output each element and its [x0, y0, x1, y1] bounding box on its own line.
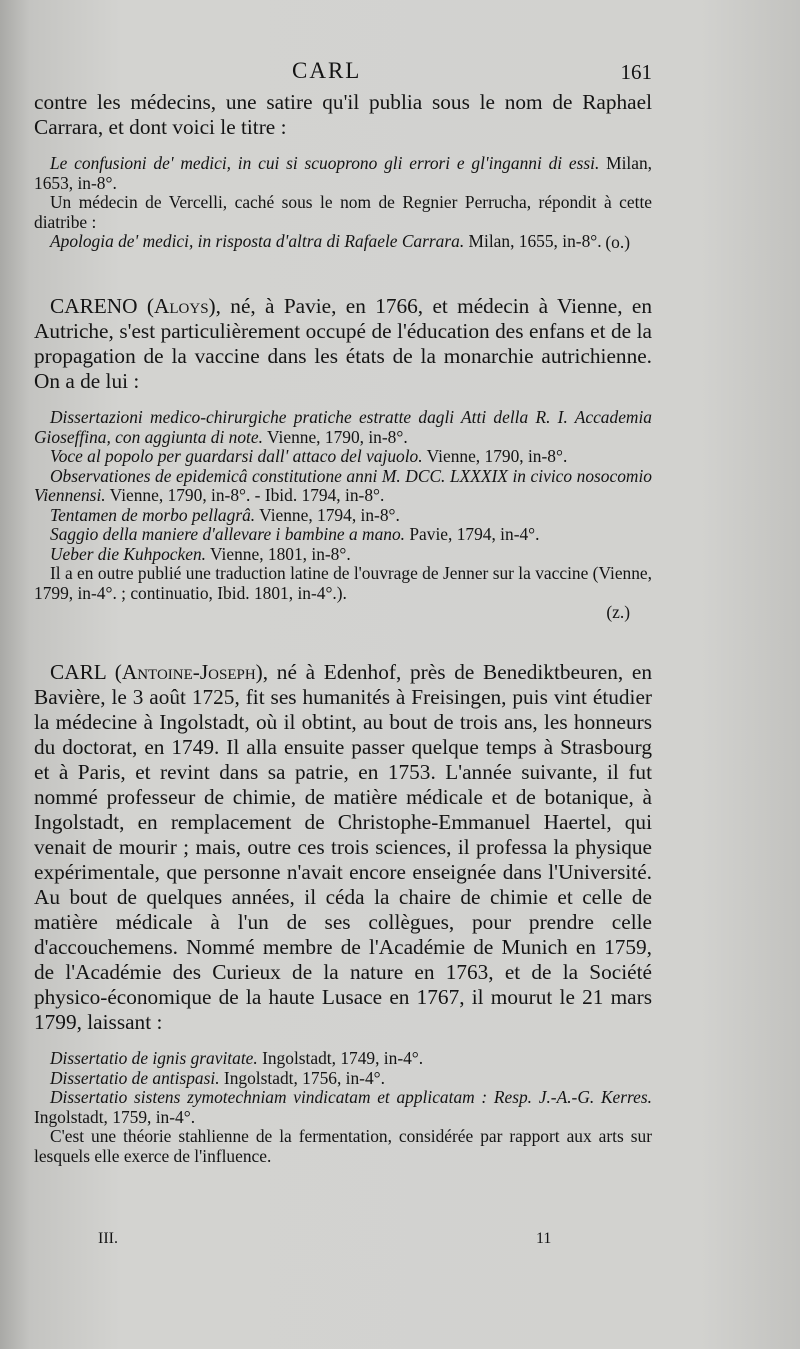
carrara-section [34, 90, 652, 252]
author-signature: (o.) [605, 231, 630, 252]
careno-extra: Il a en outre publié une traduction latine de l'ouvrage de Jenner sur la vaccine (Vienne, 1799, in-4°. ; continuatio, Ibid. 1801, in-4°.). [34, 563, 652, 603]
bibliography-entry: Dissertatio de ignis gravitate. Ingolstadt, 1749, in-4°. [50, 1048, 424, 1068]
bibliography-entry: Apologia de' medici, in risposta d'altra di Rafaele Carrara. Milan, 1655, in-8°. [50, 231, 602, 251]
carl-text: CARL (Antoine-Joseph), né à Edenhof, près de Benediktbeuren, en Bavière, le 3 août 1725, fit ses humanités à Freisingen, puis vint étudier la médecine à Ingolstadt, où il obtint, au bout de trois ans, les honneurs du doctorat, en 1749. Il alla ensuite passer quelque temps à Strasbourg et à Paris, et revint dans sa patrie, en 1753. L'année suivante, il fut nommé professeur de chimie, de matière médicale et de botanique, à Ingolstadt, en remplacement de Christophe-Emmanuel Haertel, qui venait de mourir ; mais, outre ces trois sciences, il professa la physique expérimentale, que personne n'avait encore enseignée dans l'Université. Au bout de quelques années, il céda la chaire de chimie et celle de matière médicale à l'un de ses collègues, pour prendre celle d'accouchemens. Nommé membre de l'Académie de Munich en 1759, de l'Académie des Curieux de la nature en 1763, et de la Société physico-économique de la haute Lusace en 1767, il mourut le 21 mars 1799, laissant : [34, 660, 652, 1034]
page-footer [34, 1226, 652, 1250]
bibliography-entry: Observationes de epidemicâ constitutione anni M. DCC. LXXXIX in civico nosocomio Viennensi. Vienne, 1790, in-8°. - Ibid. 1794, in-8°. [34, 465, 652, 505]
careno-text: CARENO (Aloys), né, à Pavie, en 1766, et médecin à Vienne, en Autriche, s'est particulièrement occupé de l'éducation des enfans et de la propagation de la vaccine dans les états de la monarchie autrichienne. On a de lui : [34, 294, 652, 393]
bibliography-entry: Dissertazioni medico-chirurgiche pratiche estratte dagli Atti della R. I. Accademia Gioseffina, con aggiunta di note. Vienne, 1790, in-8°. [34, 407, 652, 447]
volume-number: III. [98, 1230, 118, 1247]
carrara-intro: contre les médecins, une satire qu'il publia sous le nom de Raphael Carrara, et dont voici le titre : [34, 90, 652, 139]
bibliography-entry: Voce al popolo per guardarsi dall' attaco del vajuolo. Vienne, 1790, in-8°. [50, 446, 568, 466]
page-header [34, 58, 652, 88]
signature-mark: 11 [536, 1230, 552, 1247]
entry-firstname: Aloys [153, 294, 209, 318]
bibliography-entry: Ueber die Kuhpocken. Vienne, 1801, in-8°. [50, 543, 351, 564]
author-signature: (z.) [606, 602, 630, 622]
carl-entry [34, 660, 652, 1166]
entry-name: CARL [50, 660, 107, 684]
careno-entry [34, 294, 652, 623]
page-number: 161 [620, 60, 652, 84]
running-title: CARL [292, 58, 362, 83]
bibliography-entry: Saggio della maniere d'allevare i bambine a mano. Pavie, 1794, in-4°. [50, 524, 540, 544]
bibliography-entry: Le confusioni de' medici, in cui si scuoprono gli errori e gl'inganni di essi. Milan, 1653, in-8°. [34, 153, 652, 193]
bibliography-entry: Dissertatio sistens zymotechniam vindicatam et applicatam : Resp. J.-A.-G. Kerres. Ingolstadt, 1759, in-4°. [34, 1087, 652, 1127]
careno-bibliography [34, 408, 652, 623]
entry-name: CARENO [50, 294, 138, 318]
entry-firstname: Antoine-Joseph [121, 660, 256, 684]
carl-bibliography [34, 1049, 652, 1166]
bibliography-entry: Dissertatio de antispasi. Ingolstadt, 1756, in-4°. [50, 1067, 385, 1088]
carrara-note: Un médecin de Vercelli, caché sous le nom de Regnier Perrucha, répondit à cette diatribe : [34, 192, 652, 232]
bibliography-entry: Tentamen de morbo pellagrâ. Vienne, 1794, in-8°. [50, 504, 400, 525]
carl-note: C'est une théorie stahlienne de la fermentation, considérée par rapport aux arts sur lesquels elle exerce de l'influence. [34, 1126, 652, 1166]
